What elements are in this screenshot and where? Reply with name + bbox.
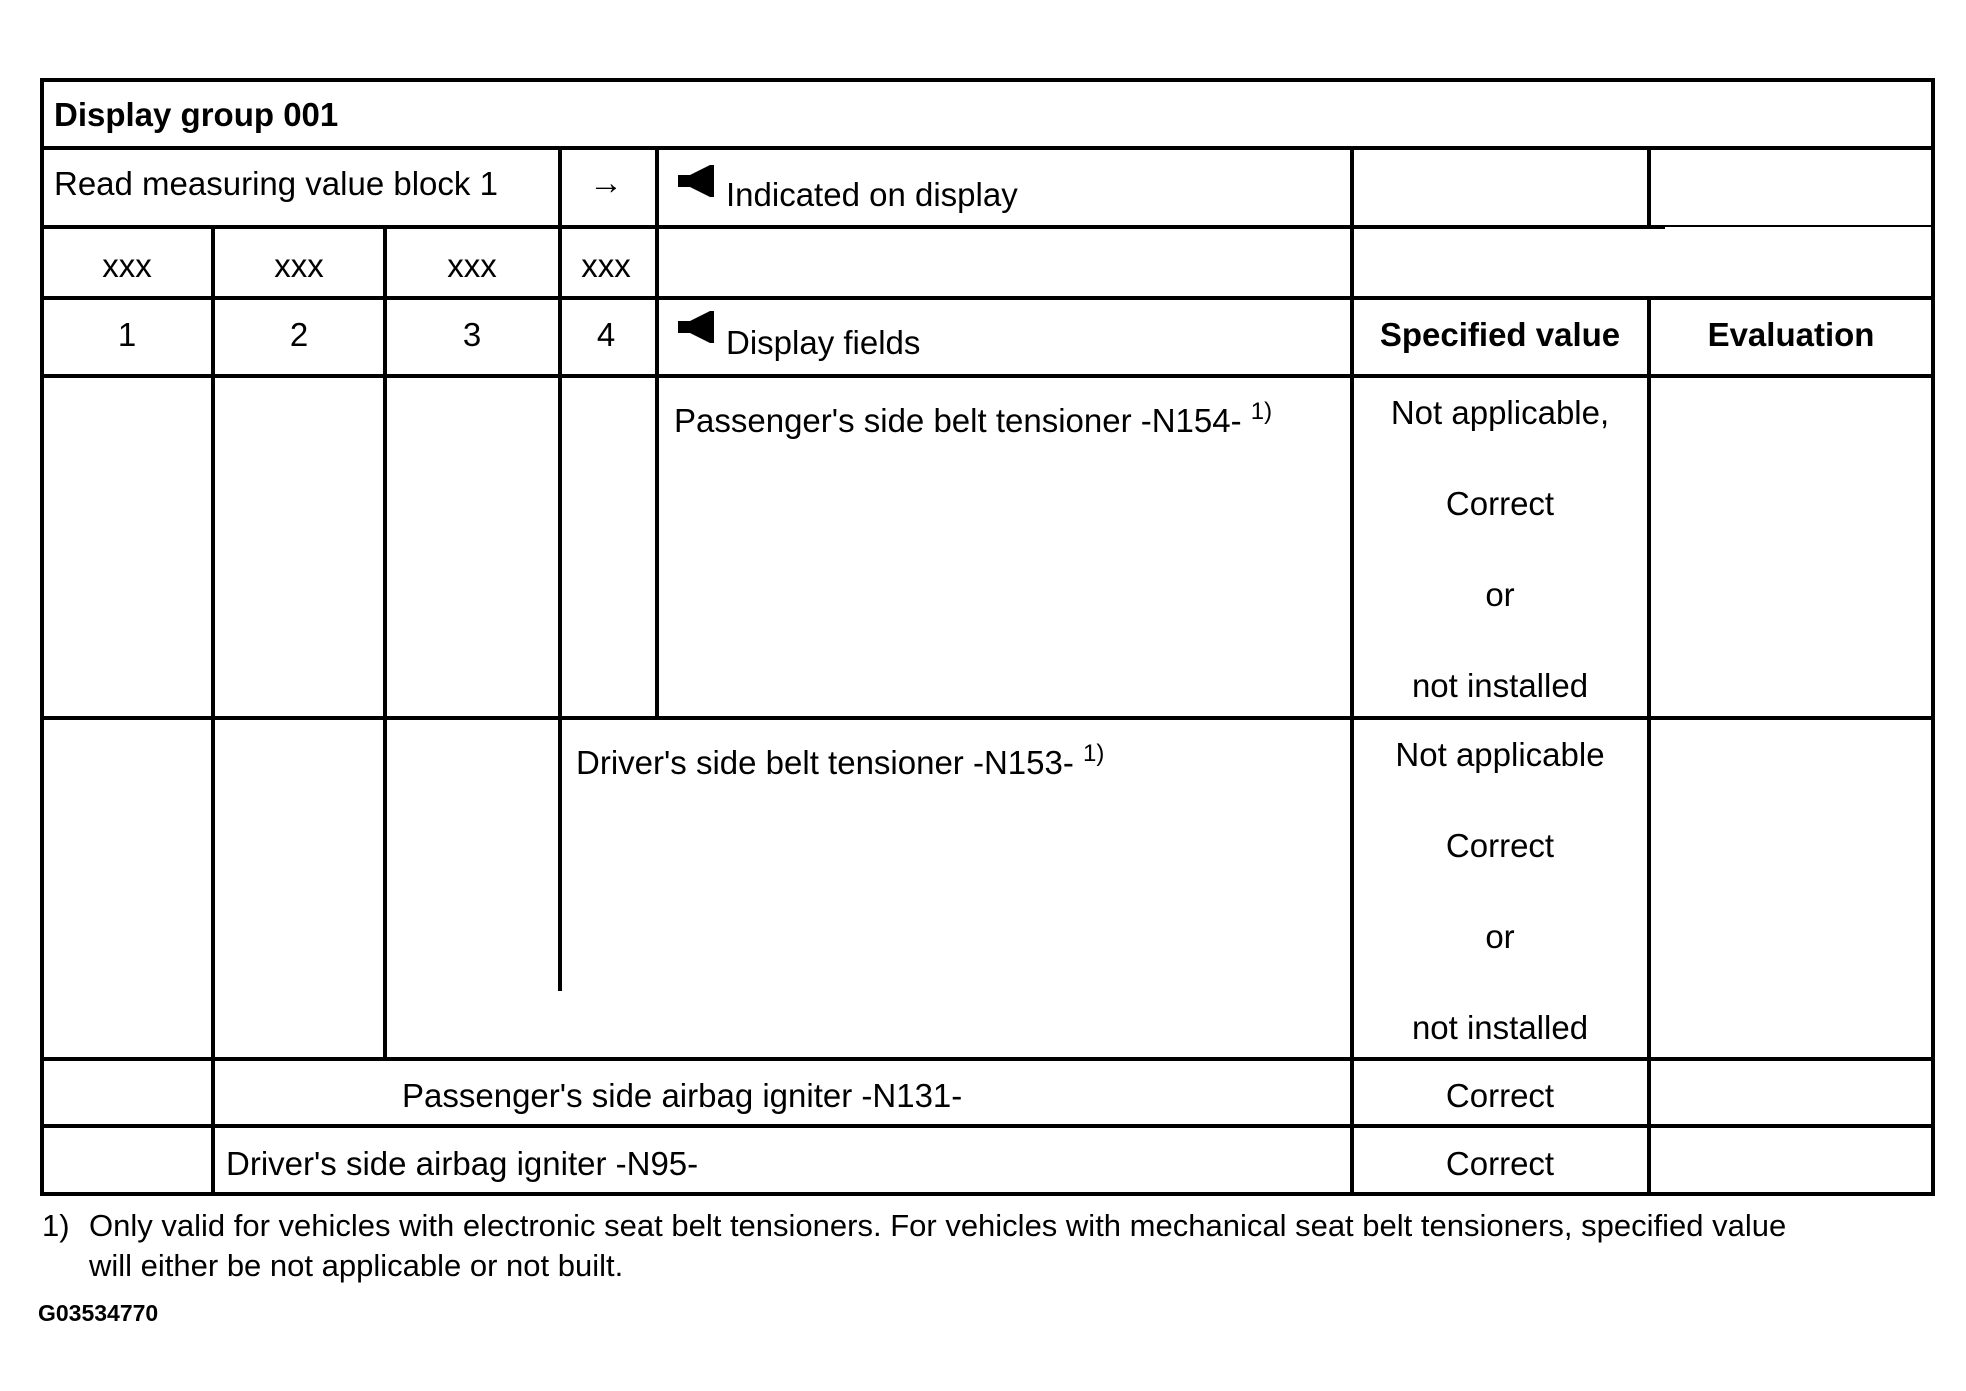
divider-line: [1350, 146, 1354, 1196]
divider-line: [1350, 225, 1935, 227]
field-number-2: 2: [289, 316, 309, 353]
evaluation-header: Evaluation: [1707, 316, 1875, 353]
arrow-glyph: →: [589, 164, 623, 202]
placeholder-field-3: xxx: [447, 247, 497, 284]
table-border-right: [1931, 78, 1935, 1196]
divider-line: [558, 146, 562, 991]
divider-line: [655, 146, 659, 719]
figure-reference: G03534770: [38, 1300, 159, 1326]
specified-value-header: Specified value: [1379, 316, 1621, 353]
spec-value: not installed: [1411, 667, 1589, 704]
display-fields-label: Display fields: [726, 324, 921, 361]
row-label-passenger-airbag-igniter: Passenger's side airbag igniter -N131-: [402, 1077, 963, 1114]
speaker-icon: [676, 310, 720, 344]
spec-value: Correct: [1445, 485, 1555, 522]
read-block-label: Read measuring value block 1: [54, 165, 498, 202]
spec-value: or: [1485, 576, 1515, 613]
row-label-driver-belt-tensioner: Driver's side belt tensioner -N153- $^{1)}$: [576, 740, 1105, 781]
spec-value: Correct: [1445, 1145, 1555, 1182]
divider-line: [1647, 296, 1651, 1196]
spec-value: Correct: [1445, 827, 1555, 864]
display-group-table: [40, 78, 1935, 1196]
indicated-on-display-label: Indicated on display: [726, 176, 1018, 213]
row-label-driver-airbag-igniter: Driver's side airbag igniter -N95-: [226, 1145, 699, 1182]
field-number-1: 1: [117, 316, 137, 353]
spec-value: or: [1485, 918, 1515, 955]
placeholder-field-1: xxx: [102, 247, 152, 284]
display-group-title: Display group 001: [54, 96, 339, 133]
speaker-icon: [676, 164, 720, 198]
spec-value: Not applicable: [1395, 736, 1605, 773]
field-number-4: 4: [596, 316, 616, 353]
row-label-passenger-belt-tensioner: Passenger's side belt tensioner -N154- $^{1)}$: [674, 398, 1273, 439]
spec-value: not installed: [1411, 1009, 1589, 1046]
placeholder-field-2: xxx: [274, 247, 324, 284]
table-border-top: [40, 78, 1935, 82]
field-number-3: 3: [462, 316, 482, 353]
footnote-line-1: Only valid for vehicles with electronic seat belt tensioners. For vehicles with mechanical seat belt tensioners, specified value: [89, 1208, 1787, 1243]
divider-line: [1647, 146, 1651, 228]
divider-line: [211, 225, 215, 1196]
spec-value: Not applicable,: [1390, 394, 1610, 431]
divider-line: [383, 225, 387, 1059]
placeholder-field-4: xxx: [581, 247, 631, 284]
footnote-text: [89, 1206, 1786, 1286]
footnote-line-2: will either be not applicable or not built.: [89, 1248, 624, 1283]
footnote-marker: 1): [42, 1208, 70, 1243]
table-border-left: [40, 78, 44, 1196]
spec-value: Correct: [1445, 1077, 1555, 1114]
